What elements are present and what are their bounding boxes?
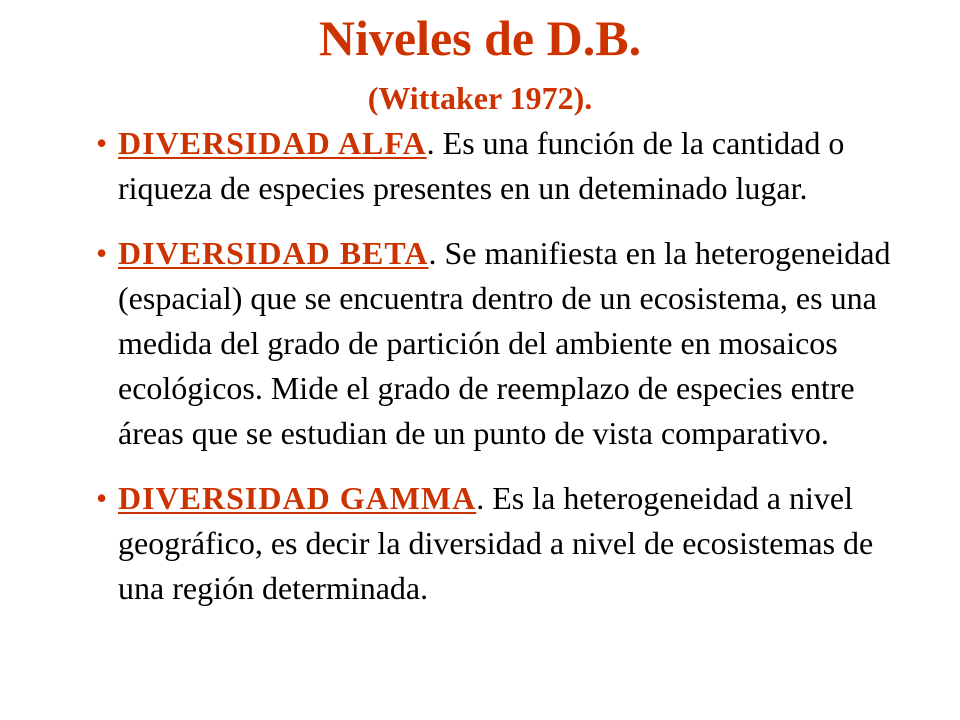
bullet-text-alfa: . Es una función de la cantidad o riqueza de especies presentes en un deteminado lugar. [118,125,845,206]
bullet-term-beta: DIVERSIDAD BETA [118,235,429,271]
slide-subtitle: (Wittaker 1972). [367,80,593,116]
bullet-term-gamma: DIVERSIDAD GAMMA [118,480,477,516]
bullet-item-alfa [90,121,910,211]
slide-title: Niveles de D.B. [318,10,642,66]
bullet-item-beta [90,231,910,456]
bullet-item-gamma [90,476,910,611]
bullet-icon: • [96,480,108,516]
bullet-text-gamma: . Es la heterogeneidad a nivel geográfico, es decir la diversidad a nivel de ecosistemas de una región determinada. [118,480,874,606]
bullet-text-beta: . Se manifiesta en la heterogeneidad (espacial) que se encuentra dentro de un ecosistema, es una medida del grado de partición del ambiente en mosaicos ecológicos. Mide el grado de reemplazo de especies entre áreas que se estudian de un punto de vista comparativo. [118,235,891,451]
bullet-icon: • [96,125,108,161]
bullet-icon: • [96,235,108,271]
bullet-term-alfa: DIVERSIDAD ALFA [118,125,427,161]
bullet-list [90,121,910,611]
